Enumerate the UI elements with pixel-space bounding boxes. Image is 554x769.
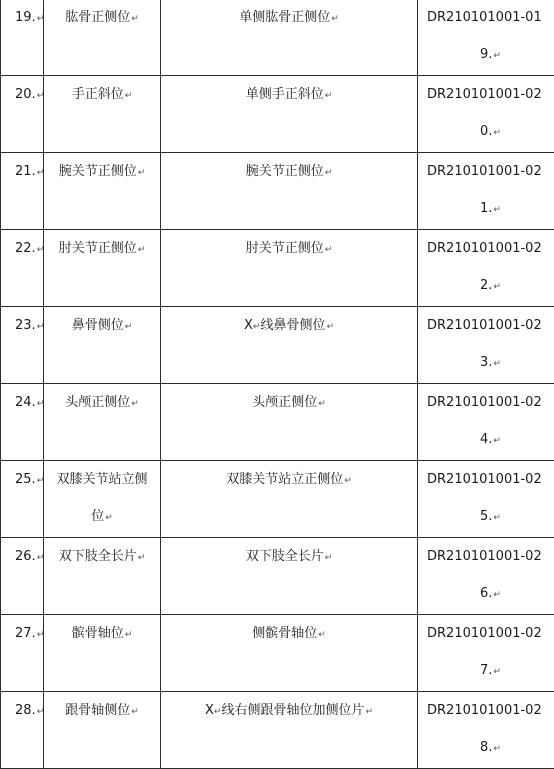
row-number-cell <box>1 153 44 230</box>
paragraph-mark: ↵ <box>37 14 45 24</box>
paragraph-mark: ↵ <box>325 168 333 178</box>
table-row <box>1 615 554 692</box>
exam-code-line2: 8. <box>480 740 492 755</box>
exam-name-cell <box>44 230 161 307</box>
exam-code-cell <box>418 538 554 615</box>
exam-name: 肱骨正侧位 <box>65 10 130 25</box>
exam-name-cell <box>44 384 161 461</box>
exam-code-line2: 5. <box>480 509 492 524</box>
paragraph-mark: ↵ <box>493 590 501 600</box>
paragraph-mark: ↵ <box>493 205 501 215</box>
exam-code-cell <box>418 76 554 153</box>
paragraph-mark: ↵ <box>105 513 113 523</box>
exam-name-cell <box>44 615 161 692</box>
row-number-cell <box>1 76 44 153</box>
exam-description: 头颅正侧位 <box>252 395 317 410</box>
exam-description: 腕关节正侧位 <box>246 164 324 179</box>
exam-code-line2-wrap <box>427 729 554 768</box>
paragraph-mark: ↵ <box>493 51 501 61</box>
exam-description-cell <box>161 230 418 307</box>
exam-name: 鼻骨侧位 <box>72 318 124 333</box>
row-number: 28. <box>15 703 36 718</box>
paragraph-mark: ↵ <box>131 707 139 717</box>
row-number: 23. <box>15 318 36 333</box>
paragraph-mark: ↵ <box>318 399 326 409</box>
row-number: 21. <box>15 164 36 179</box>
exam-code-cell <box>418 615 554 692</box>
paragraph-mark: ↵ <box>326 322 334 332</box>
exam-code-line1: DR210101001-02 <box>427 76 554 113</box>
table-row <box>1 76 554 153</box>
exam-name-cell <box>44 461 161 538</box>
exam-name-line2: 位 <box>91 509 104 524</box>
table-row <box>1 692 554 769</box>
exam-description: 侧髌骨轴位 <box>252 626 317 641</box>
exam-name-cell <box>44 76 161 153</box>
exam-code-cell <box>418 230 554 307</box>
row-number: 22. <box>15 241 36 256</box>
exam-code-line2-wrap <box>427 498 554 537</box>
exam-name-cell <box>44 153 161 230</box>
exam-code-line2: 4. <box>480 432 492 447</box>
exam-code-line2-wrap <box>427 113 554 152</box>
exam-code-cell <box>418 0 554 76</box>
exam-code-line2-wrap <box>427 652 554 691</box>
exam-code-cell <box>418 461 554 538</box>
paragraph-mark: ↵ <box>493 359 501 369</box>
paragraph-mark: ↵ <box>253 322 261 332</box>
exam-name-cell <box>44 538 161 615</box>
exam-code-line1: DR210101001-02 <box>427 307 554 344</box>
paragraph-mark: ↵ <box>37 399 45 409</box>
paragraph-mark: ↵ <box>493 436 501 446</box>
row-number: 20. <box>15 87 36 102</box>
paragraph-mark: ↵ <box>365 707 373 717</box>
table-row <box>1 538 554 615</box>
exam-code-line2: 6. <box>480 586 492 601</box>
paragraph-mark: ↵ <box>493 667 501 677</box>
exam-code-line2-wrap <box>427 421 554 460</box>
paragraph-mark: ↵ <box>37 168 45 178</box>
exam-code-line2-wrap <box>427 267 554 306</box>
row-number: 27. <box>15 626 36 641</box>
paragraph-mark: ↵ <box>125 322 133 332</box>
paragraph-mark: ↵ <box>325 91 333 101</box>
exam-description: 双下肢全长片 <box>246 549 324 564</box>
exam-code-line1: DR210101001-02 <box>427 384 554 421</box>
row-number-cell <box>1 0 44 76</box>
exam-code-line2-wrap <box>427 575 554 614</box>
table-row <box>1 153 554 230</box>
paragraph-mark: ↵ <box>318 630 326 640</box>
exam-name: 手正斜位 <box>72 87 124 102</box>
exam-code-cell <box>418 307 554 384</box>
paragraph-mark: ↵ <box>37 322 45 332</box>
exam-description-cell <box>161 0 418 76</box>
paragraph-mark: ↵ <box>331 14 339 24</box>
exam-code-line2-wrap <box>427 190 554 229</box>
row-number: 26. <box>15 549 36 564</box>
exam-code-line2: 7. <box>480 663 492 678</box>
paragraph-mark: ↵ <box>493 128 501 138</box>
exam-name-line1: 双膝关节站立侧 <box>44 461 160 498</box>
exam-code-cell <box>418 153 554 230</box>
exam-name: 腕关节正侧位 <box>59 164 137 179</box>
exam-code-line1: DR210101001-02 <box>427 615 554 652</box>
paragraph-mark: ↵ <box>138 553 146 563</box>
table-row <box>1 230 554 307</box>
exam-description: 肘关节正侧位 <box>246 241 324 256</box>
paragraph-mark: ↵ <box>37 91 45 101</box>
exam-name: 肘关节正侧位 <box>59 241 137 256</box>
paragraph-mark: ↵ <box>37 245 45 255</box>
row-number: 24. <box>15 395 36 410</box>
row-number-cell <box>1 461 44 538</box>
paragraph-mark: ↵ <box>131 14 139 24</box>
paragraph-mark: ↵ <box>138 168 146 178</box>
paragraph-mark: ↵ <box>493 282 501 292</box>
exam-description-prefix: X <box>205 703 214 718</box>
exam-description-cell <box>161 692 418 769</box>
paragraph-mark: ↵ <box>493 513 501 523</box>
exam-description-cell <box>161 307 418 384</box>
exam-name-cell <box>44 0 161 76</box>
table-body <box>1 0 554 769</box>
row-number-cell <box>1 307 44 384</box>
row-number-cell <box>1 230 44 307</box>
exam-description-prefix: X <box>244 318 253 333</box>
exam-description: 线鼻骨侧位 <box>260 318 325 333</box>
exam-name: 双下肢全长片 <box>59 549 137 564</box>
table-row <box>1 461 554 538</box>
exam-code-line2: 2. <box>480 278 492 293</box>
row-number: 19. <box>15 10 36 25</box>
exam-name-cell <box>44 692 161 769</box>
exam-description: 单侧肱骨正侧位 <box>239 10 330 25</box>
exam-code-line1: DR210101001-02 <box>427 230 554 267</box>
exam-code-line2: 1. <box>480 201 492 216</box>
exam-description-cell <box>161 538 418 615</box>
exam-description-cell <box>161 461 418 538</box>
table-row <box>1 384 554 461</box>
exam-description-cell <box>161 76 418 153</box>
exam-name: 头颅正侧位 <box>65 395 130 410</box>
table-row <box>1 0 554 76</box>
row-number-cell <box>1 384 44 461</box>
exam-code-line2-wrap <box>427 36 554 75</box>
exam-name-line2-wrap <box>44 498 160 537</box>
exam-code-line1: DR210101001-02 <box>427 461 554 498</box>
table-row <box>1 307 554 384</box>
paragraph-mark: ↵ <box>325 245 333 255</box>
exam-code-line1: DR210101001-02 <box>427 692 554 729</box>
paragraph-mark: ↵ <box>138 245 146 255</box>
exam-code-line2: 3. <box>480 355 492 370</box>
exam-code-line2: 0. <box>480 124 492 139</box>
exam-description-cell <box>161 384 418 461</box>
paragraph-mark: ↵ <box>37 553 45 563</box>
exam-name-cell <box>44 307 161 384</box>
paragraph-mark: ↵ <box>214 707 222 717</box>
paragraph-mark: ↵ <box>37 476 45 486</box>
row-number-cell <box>1 692 44 769</box>
paragraph-mark: ↵ <box>493 744 501 754</box>
paragraph-mark: ↵ <box>37 707 45 717</box>
exam-code-line2-wrap <box>427 344 554 383</box>
paragraph-mark: ↵ <box>325 553 333 563</box>
exam-description-cell <box>161 615 418 692</box>
exam-code-cell <box>418 384 554 461</box>
exam-code-line1: DR210101001-01 <box>427 0 554 36</box>
exam-code-line2: 9. <box>480 47 492 62</box>
row-number-cell <box>1 538 44 615</box>
exam-code-cell <box>418 692 554 769</box>
exam-code-line1: DR210101001-02 <box>427 153 554 190</box>
exam-code-line1: DR210101001-02 <box>427 538 554 575</box>
row-number-cell <box>1 615 44 692</box>
exam-description-cell <box>161 153 418 230</box>
exam-description: 线右侧跟骨轴位加侧位片 <box>221 703 364 718</box>
row-number: 25. <box>15 472 36 487</box>
paragraph-mark: ↵ <box>37 630 45 640</box>
exam-description: 单侧手正斜位 <box>246 87 324 102</box>
paragraph-mark: ↵ <box>125 630 133 640</box>
exam-description: 双膝关节站立正侧位 <box>226 472 343 487</box>
exam-name: 髌骨轴位 <box>72 626 124 641</box>
paragraph-mark: ↵ <box>131 399 139 409</box>
paragraph-mark: ↵ <box>344 476 352 486</box>
paragraph-mark: ↵ <box>125 91 133 101</box>
exam-name: 跟骨轴侧位 <box>65 703 130 718</box>
